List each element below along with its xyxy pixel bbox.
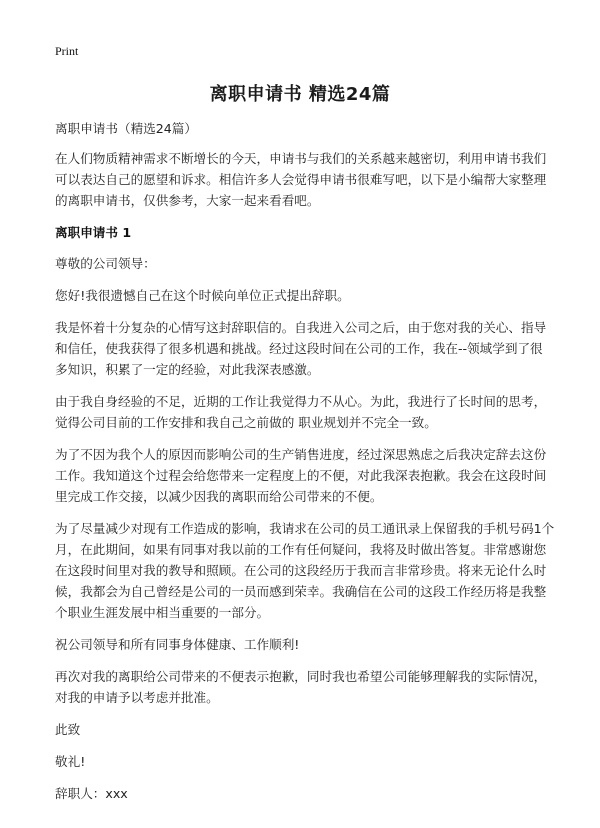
body-paragraph: 为了不因为我个人的原因而影响公司的生产销售进度，经过深思熟虑之后我决定辞去这份工作。我知道这个过程会给您带来一定程度上的不便，对此我深表抱歉。我会在这段时间里完成工作交接，以减少因我的离职而给公司带来的不便。	[55, 447, 547, 504]
closing: 此致	[55, 722, 81, 737]
document-subtitle: 离职申请书（精选24篇）	[55, 121, 197, 136]
print-link[interactable]: Print	[55, 44, 79, 58]
salutation: 敬礼!	[55, 754, 86, 769]
body-paragraph: 您好!我很遗憾自己在这个时候向单位正式提出辞职。	[55, 288, 350, 303]
intro-paragraph: 在人们物质精神需求不断增长的今天，申请书与我们的关系越来越密切，利用申请书我们可以表达自己的愿望和诉求。相信许多人会觉得申请书很难写吧，以下是小编帮大家整理的离职申请书，仅供参考，大家一起来看看吧。	[55, 151, 547, 208]
body-paragraph: 再次对我的离职给公司带来的不便表示抱歉，同时我也希望公司能够理解我的实际情况，对我的申请予以考虑并批准。	[55, 669, 547, 705]
document-body	[55, 118, 555, 815]
body-paragraph: 由于我自身经验的不足，近期的工作让我觉得力不从心。为此，我进行了长时间的思考，觉得公司目前的工作安排和我自己之前做的 职业规划并不完全一致。	[55, 394, 547, 430]
body-paragraph: 我是怀着十分复杂的心情写这封辞职信的。自我进入公司之后，由于您对我的关心、指导和信任，使我获得了很多机遇和挑战。经过这段时间在公司的工作，我在--领域学到了很多知识，积累了一定的经验，对此我深表感激。	[55, 320, 547, 377]
greeting: 尊敬的公司领导：	[55, 256, 156, 271]
body-paragraph: 祝公司领导和所有同事身体健康、工作顺利!	[55, 637, 300, 652]
signature: 辞职人：xxx	[55, 786, 128, 801]
section-heading: 离职申请书 1	[55, 225, 132, 240]
document-title: 离职申请书 精选24篇	[209, 84, 391, 105]
body-paragraph: 为了尽量减少对现有工作造成的影响，我请求在公司的员工通讯录上保留我的手机号码1个月，在此期间，如果有同事对我以前的工作有任何疑问，我将及时做出答复。非常感谢您在这段时间里对我的教导和照顾。在公司的这段经历于我而言非常珍贵。将来无论什么时候，我都会为自己曾经是公司的一员而感到荣幸。我确信在公司的这段工作经历将是我整个职业生涯发展中相当重要的一部分。	[55, 521, 555, 620]
